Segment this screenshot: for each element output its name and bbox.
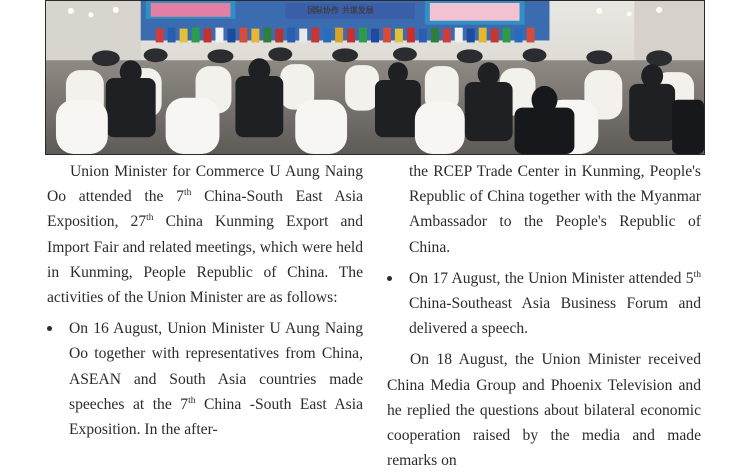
continued-text: the RCEP Trade Center in Kunming, People's Republic of China together with the Myanmar Ambassador to the People's Republic of China. xyxy=(409,163,701,256)
bullet-item-16-august: On 16 August, Union Minister U Aung Naing Oo together with representatives from China, ASEAN and South Asia countries made speeches at the 7th China -South East Asia Exposition. In the after- xyxy=(47,316,363,442)
intro-paragraph: Union Minister for Commerce U Aung Naing Oo attended the 7th China-South East Asia Exposition, 27th China Kunming Export and Import Fair and related meetings, which were held in Kunming, People Republic of China. The activities of the Union Minister are as follows: xyxy=(47,163,364,307)
article-right-column xyxy=(387,159,701,473)
article-left-column xyxy=(47,159,363,442)
bullet-icon xyxy=(47,326,52,331)
bullet-icon xyxy=(387,276,392,281)
conference-image xyxy=(46,1,704,154)
paragraph-18-august: On 18 August, the Union Minister received China Media Group and Phoenix Television and he replied the questions about bilateral economic cooperation raised by the media and made remarks on xyxy=(387,351,701,470)
conference-photo xyxy=(45,0,705,155)
banner-text: 国际协作 共谋发展 xyxy=(307,5,374,15)
bullet-item-17-august: On 17 August, the Union Minister attended 5th China-Southeast Asia Business Forum and delivered a speech. xyxy=(387,266,701,342)
